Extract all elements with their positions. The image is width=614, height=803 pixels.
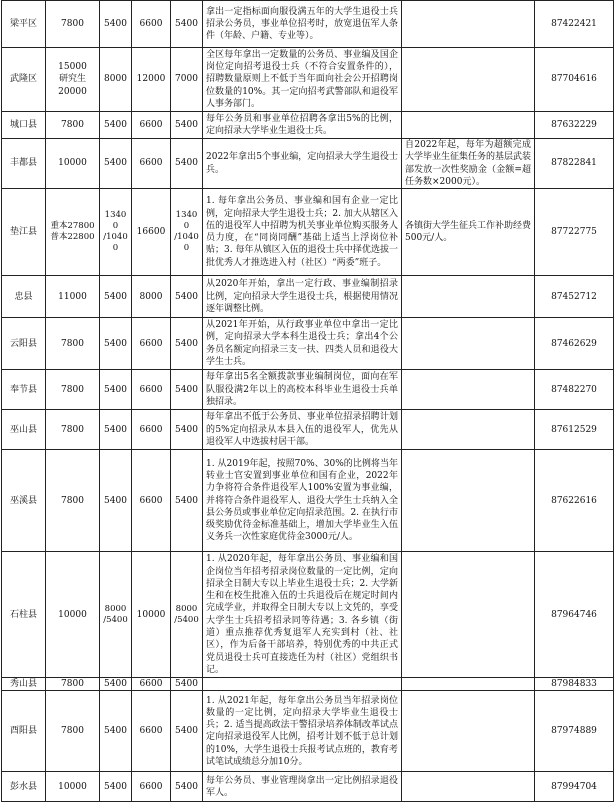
- policy-text: 1. 从2020年起，每年拿出公务员、事业编和国企岗位当年招考招录岗位数量的一定比例，定向招录全日制大专以上毕业生退役士兵；2. 大学新生和在校生批准入伍的士兵退役后在规定时间内完成学业，并取得全日制大专以上文凭的，享受大学生士兵招考招录同等待遇；3. 各乡镇（街道）重点推荐优秀复退军人充实到村（社、社区），作为后备干部培养，特别优秀的中共正式党员退役士兵可直接选任为村（社区）党组织书记。: [203, 552, 402, 678]
- extra-policy-text: 自2022年起，每年为超额完成大学毕业生征集任务的基层武装部发放一次性奖励金（金额=超任务数×2000元）。: [402, 139, 535, 189]
- value-col2: 10000: [46, 552, 100, 678]
- value-line: 20000: [58, 86, 87, 97]
- county-name: 武隆区: [2, 48, 46, 112]
- value-col4: 6600: [132, 772, 171, 802]
- phone-number: 87452712: [535, 276, 614, 318]
- policy-text: 从2021年开始，从行政事业单位中拿出一定比例，定向招录大学本科生退役士兵；拿出4个公务员名额定向招录三支一扶、四类人员和退役大学生士兵。: [203, 318, 402, 370]
- phone-number: 87622616: [535, 450, 614, 552]
- policy-text: 2022年拿出5个事业编，定向招录大学生退役士兵。: [203, 139, 402, 189]
- extra-policy-text: [402, 450, 535, 552]
- value-col3: [100, 552, 132, 678]
- table-row: [2, 276, 614, 318]
- extra-policy-text: [402, 678, 535, 691]
- value-col4: 12000: [132, 48, 171, 112]
- table-row: [2, 552, 614, 678]
- extra-policy-text: [402, 276, 535, 318]
- value-col3: 5400: [100, 1, 132, 48]
- value-col5: [171, 552, 203, 678]
- value-col5: 5400: [171, 691, 203, 772]
- extra-policy-text: [402, 552, 535, 678]
- value-col2: 7800: [46, 370, 100, 410]
- value-col2: [46, 48, 100, 112]
- value-line: 重本27800: [50, 221, 95, 232]
- value-col3: 5400: [100, 139, 132, 189]
- county-name: 巫山县: [2, 410, 46, 450]
- phone-number: 87984833: [535, 678, 614, 691]
- county-name: 石柱县: [2, 552, 46, 678]
- policy-text: 1. 从2021年起，每年拿出公务员当年招录岗位数量的一定比例，定向招录大学毕业生退役士兵；2. 适当提高政法干警招录培养体制改革试点定向招录退役军人比例，招考计划不低于总计划的10%，大学生退役士兵报考试点班的，教育考试笔试成绩总分加10分。: [203, 691, 402, 772]
- value-col2: 7800: [46, 112, 100, 139]
- value-col3: 5400: [100, 370, 132, 410]
- value-col5: 5400: [171, 772, 203, 802]
- value-line: 普本22800: [50, 232, 95, 243]
- county-name: 巫溪县: [2, 450, 46, 552]
- extra-policy-text: [402, 370, 535, 410]
- extra-policy-text: [402, 1, 535, 48]
- county-name: 彭水县: [2, 772, 46, 802]
- value-line: 13400: [175, 210, 198, 232]
- value-col5: 5400: [171, 276, 203, 318]
- value-col2: 7800: [46, 1, 100, 48]
- value-line: 研究生: [58, 74, 86, 85]
- table-row: [2, 318, 614, 370]
- value-col3: 5400: [100, 318, 132, 370]
- value-col2: 7800: [46, 691, 100, 772]
- table-row: [2, 1, 614, 48]
- value-col2: 11000: [46, 276, 100, 318]
- policy-text: 每年拿出5名全额拨款事业编制岗位，面向在军队服役满2年以上的高校本科毕业生退役士兵单独招录。: [203, 370, 402, 410]
- phone-number: 87422421: [535, 1, 614, 48]
- value-col5: 5400: [171, 450, 203, 552]
- value-col5: 5400: [171, 678, 203, 691]
- value-col4: 6600: [132, 112, 171, 139]
- table-row: [2, 112, 614, 139]
- value-col3: 5400: [100, 410, 132, 450]
- value-col2: 7800: [46, 318, 100, 370]
- county-name: 忠县: [2, 276, 46, 318]
- value-col3: 5400: [100, 276, 132, 318]
- table-row: [2, 772, 614, 802]
- value-col4: 6600: [132, 1, 171, 48]
- value-col2: 7800: [46, 410, 100, 450]
- value-col2: [46, 189, 100, 276]
- value-col4: 6600: [132, 450, 171, 552]
- value-col5: 5400: [171, 410, 203, 450]
- extra-policy-text: [402, 48, 535, 112]
- county-name: 秀山县: [2, 678, 46, 691]
- table-row: [2, 48, 614, 112]
- county-name: 垫江县: [2, 189, 46, 276]
- value-col3: 5400: [100, 772, 132, 802]
- value-col5: 5400: [171, 112, 203, 139]
- value-col2: 7800: [46, 678, 100, 691]
- policy-text: 每年公务员、事业管理岗拿出一定比例招录退役军人。: [203, 772, 402, 802]
- extra-policy-text: [402, 410, 535, 450]
- value-col4: 6600: [132, 318, 171, 370]
- value-col3: 5400: [100, 691, 132, 772]
- table-row: [2, 370, 614, 410]
- table-row: [2, 678, 614, 691]
- county-name: 云阳县: [2, 318, 46, 370]
- phone-number: 87822841: [535, 139, 614, 189]
- extra-policy-text: [402, 772, 535, 802]
- value-line: 8000: [104, 603, 127, 614]
- value-col4: 10000: [132, 552, 171, 678]
- phone-number: 87704616: [535, 48, 614, 112]
- value-col5: 7000: [171, 48, 203, 112]
- value-line: 15000: [58, 62, 87, 73]
- table-row: [2, 139, 614, 189]
- value-col3: 5400: [100, 678, 132, 691]
- extra-policy-text: 各镇街大学生征兵工作补助经费500元/人。: [402, 189, 535, 276]
- value-col5: 5400: [171, 318, 203, 370]
- value-col2: 7800: [46, 450, 100, 552]
- phone-number: 87722775: [535, 189, 614, 276]
- phone-number: 87612529: [535, 410, 614, 450]
- value-col3: 8000: [100, 48, 132, 112]
- phone-number: 87482270: [535, 370, 614, 410]
- policy-text: 全区每年拿出一定数量的公务员、事业编及国企岗位定向招考退役士兵（不符合安置条件的），招聘数量原则上不低于当年面向社会公开招聘岗位数量的10%。其一定向招考武警部队和退役军人事务部门。: [203, 48, 402, 112]
- county-name: 城口县: [2, 112, 46, 139]
- value-line: /10400: [103, 232, 128, 254]
- value-col4: 6600: [132, 678, 171, 691]
- value-line: 8000: [175, 603, 198, 614]
- extra-policy-text: [402, 318, 535, 370]
- value-col4: 6600: [132, 691, 171, 772]
- county-name: 梁平区: [2, 1, 46, 48]
- phone-number: 87462629: [535, 318, 614, 370]
- value-col5: 5400: [171, 139, 203, 189]
- phone-number: 87974889: [535, 691, 614, 772]
- county-name: 丰都县: [2, 139, 46, 189]
- value-col5: [171, 189, 203, 276]
- value-col5: 5400: [171, 1, 203, 48]
- value-line: /10400: [174, 232, 199, 254]
- policy-text: 拿出一定指标面向服役满五年的大学生退役士兵招录公务员，事业单位招考时，放宽退伍军人条件（年龄、户籍、专业等）。: [203, 1, 402, 48]
- value-col5: 5400: [171, 370, 203, 410]
- table-row: [2, 189, 614, 276]
- value-line: 13400: [104, 210, 127, 232]
- phone-number: 87964746: [535, 552, 614, 678]
- county-name: 奉节县: [2, 370, 46, 410]
- value-col3: 5400: [100, 112, 132, 139]
- county-subsidy-table: [1, 0, 614, 802]
- value-col4: 6600: [132, 370, 171, 410]
- value-col4: 6600: [132, 410, 171, 450]
- policy-text: 每年拿出不低于公务员、事业单位招录招聘计划的5%定向招录从本县入伍的退役军人，优先从退役军人中选拔村居干部。: [203, 410, 402, 450]
- table-row: [2, 410, 614, 450]
- value-col4: 8000: [132, 276, 171, 318]
- policy-text: [203, 678, 402, 691]
- policy-text: 1. 每年拿出公务员、事业编和国有企业一定比例，定向招录大学生退役士兵；2. 加大从辖区入伍的退役军人中招聘为机关事业单位购买服务人员力度，在“同岗同酬”基础上适当上浮岗位补贴；3. 每年从镇区入伍的退役士兵中择优选拔一批优秀人才推选进入村（社区）“两委”班子。: [203, 189, 402, 276]
- policy-text: 1. 从2019年起，按照70%、30%的比例将当年转业士官安置到事业单位和国有企业，2022年力争将符合条件退役军人100%安置为事业编，并将符合条件退役军人、退役大学生士兵纳入全县公务员或事业单位定向招录范围。2. 在执行市级奖励优待金标准基础上，增加大学毕业生入伍义务兵一次性家庭优待金3000元/人。: [203, 450, 402, 552]
- value-col2: 10000: [46, 139, 100, 189]
- value-col3: 5400: [100, 450, 132, 552]
- table-row: [2, 450, 614, 552]
- phone-number: 87994704: [535, 772, 614, 802]
- phone-number: 87632229: [535, 112, 614, 139]
- extra-policy-text: [402, 691, 535, 772]
- value-line: /5400: [103, 614, 128, 625]
- value-col4: 6600: [132, 139, 171, 189]
- table-row: [2, 691, 614, 772]
- value-col2: 10000: [46, 772, 100, 802]
- value-line: /5400: [174, 614, 199, 625]
- policy-text: 每年公务员和事业单位招聘各拿出5%的比例，定向招录大学毕业生退役士兵。: [203, 112, 402, 139]
- policy-text: 从2020年开始，拿出一定行政、事业编制招录比例，定向招录大学生退役士兵，根据使用情况逐年调整比例。: [203, 276, 402, 318]
- value-col3: [100, 189, 132, 276]
- county-name: 酉阳县: [2, 691, 46, 772]
- extra-policy-text: [402, 112, 535, 139]
- value-col4: 16600: [132, 189, 171, 276]
